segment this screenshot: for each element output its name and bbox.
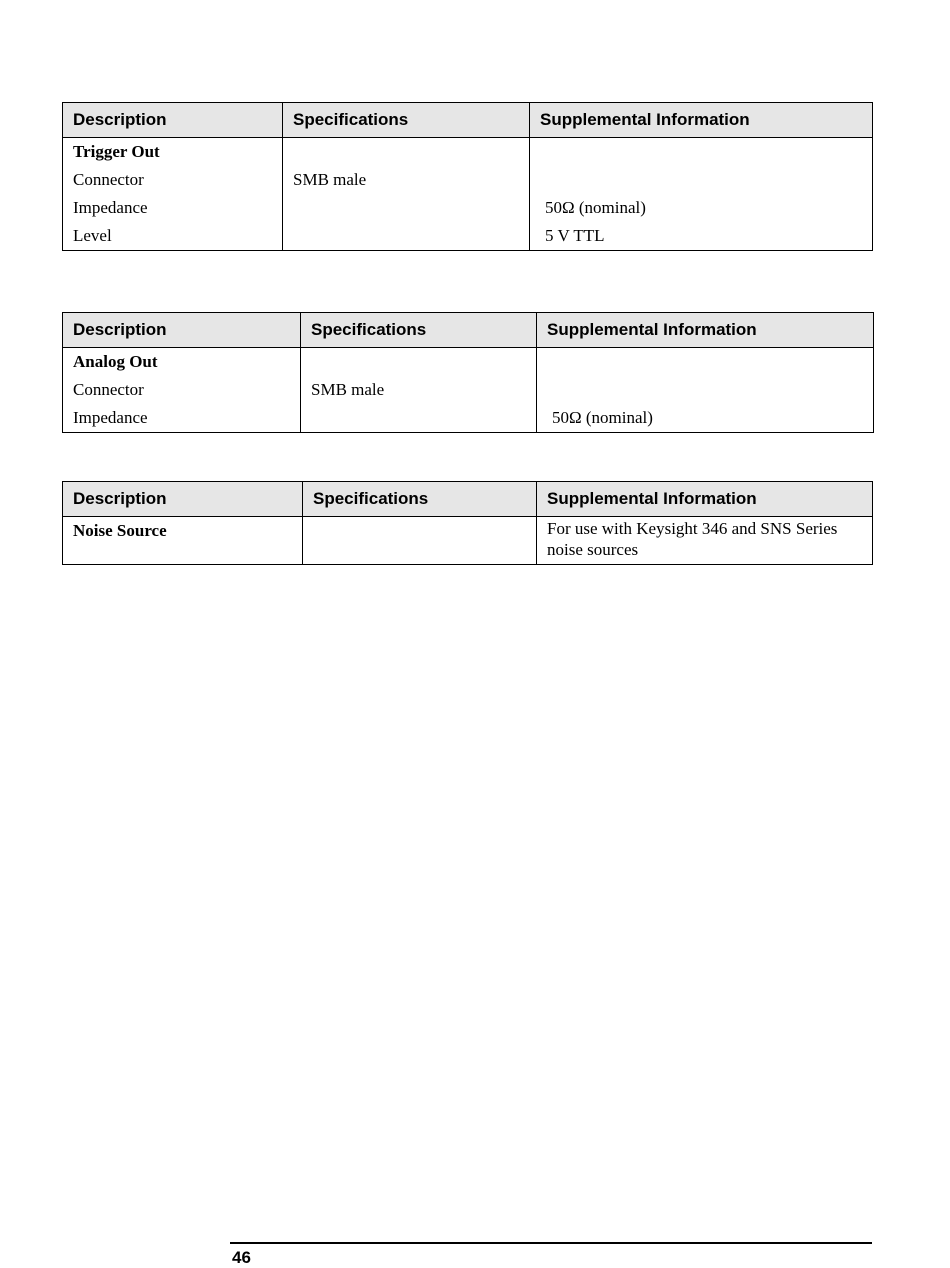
specifications-cell (283, 138, 530, 251)
supplemental-cell (537, 348, 874, 433)
section-title: Noise Source (73, 521, 167, 540)
row-label: Connector (73, 380, 144, 399)
section-title: Analog Out (73, 352, 158, 371)
noise-source-spec-table (62, 481, 873, 565)
spec-value (293, 222, 519, 250)
description-cell (63, 348, 301, 433)
header-supplemental-information: Supplemental Information (537, 313, 874, 348)
row-label: Connector (73, 170, 144, 189)
supplemental-value: 50Ω (nominal) (552, 408, 653, 427)
specifications-cell (301, 348, 537, 433)
spec-value: SMB male (311, 380, 385, 399)
header-description: Description (63, 313, 301, 348)
row-label: Impedance (73, 198, 148, 217)
section-title: Trigger Out (73, 142, 160, 161)
table-header-row (63, 482, 873, 517)
header-supplemental-information: Supplemental Information (537, 482, 873, 517)
spec-value (293, 194, 519, 222)
supplemental-cell (537, 517, 873, 565)
spec-value (311, 348, 526, 376)
header-supplemental-information: Supplemental Information (530, 103, 873, 138)
analog-out-spec-table (62, 312, 874, 433)
table-row (63, 517, 873, 565)
footer-rule (230, 1242, 872, 1244)
supplemental-value: 50Ω (nominal) (545, 198, 646, 217)
specifications-cell (303, 517, 537, 565)
description-cell (63, 138, 283, 251)
trigger-out-spec-table (62, 102, 873, 251)
table-row (63, 138, 873, 251)
supplemental-value (547, 348, 863, 376)
supplemental-cell (530, 138, 873, 251)
header-description: Description (63, 482, 303, 517)
description-cell (63, 517, 303, 565)
row-label: Impedance (73, 408, 148, 427)
spec-value: SMB male (293, 170, 367, 189)
header-specifications: Specifications (283, 103, 530, 138)
table-row (63, 348, 874, 433)
page-number: 46 (232, 1248, 251, 1267)
supplemental-value: For use with Keysight 346 and SNS Series noise sources (547, 519, 838, 559)
supplemental-value (547, 376, 863, 404)
table-header-row (63, 313, 874, 348)
spec-value (311, 404, 526, 432)
supplemental-value (540, 138, 862, 166)
header-specifications: Specifications (301, 313, 537, 348)
table-header-row (63, 103, 873, 138)
header-specifications: Specifications (303, 482, 537, 517)
spec-value (293, 138, 519, 166)
supplemental-value (540, 166, 862, 194)
spec-value (313, 517, 526, 545)
row-label: Level (73, 226, 112, 245)
supplemental-value: 5 V TTL (545, 226, 605, 245)
header-description: Description (63, 103, 283, 138)
